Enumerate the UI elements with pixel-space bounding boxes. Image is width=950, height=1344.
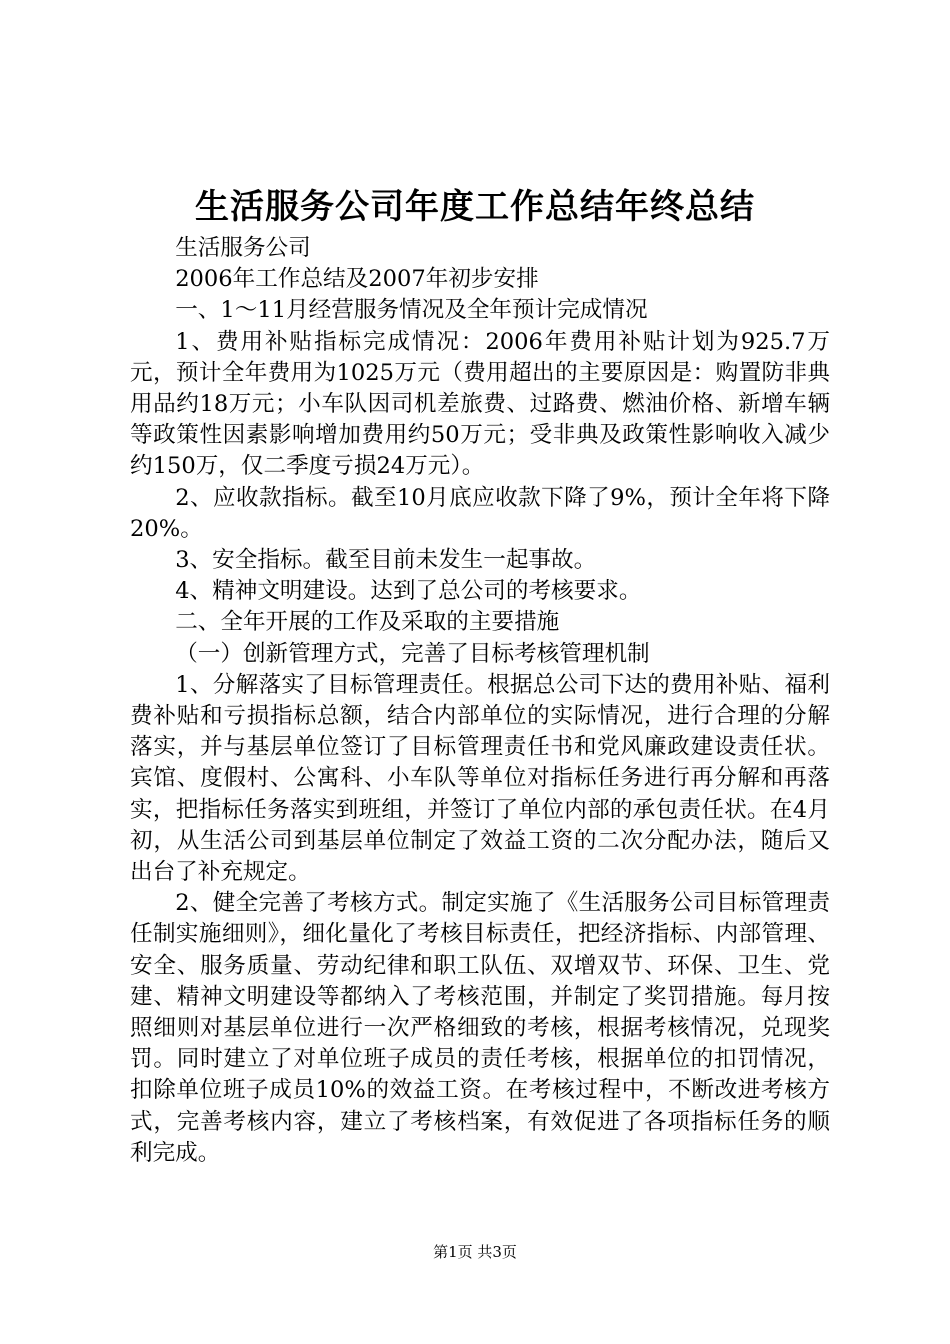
document-title: 生活服务公司年度工作总结年终总结 (195, 187, 755, 227)
paragraph-assessment-method: 2、健全完善了考核方式。制定实施了《生活服务公司目标管理责任制实施细则》，细化量化了考核目标责任，把经济指标、内部管理、安全、服务质量、劳动纪律和职工队伍、双增双节、环保、卫生、党建、精神文明建设等都纳入了考核范围，并制定了奖罚措施。每月按照细则对基层单位进行一次严格细致的考核，根据考核情况，兑现奖罚。同时建立了对单位班子成员的责任考核，根据单位的扣罚情况，扣除单位班子成员10%的效益工资。在考核过程中，不断改进考核方式，完善考核内容，建立了考核档案，有效促进了各项指标任务的顺利完成。 (130, 890, 830, 1166)
paragraph-safety: 3、安全指标。截至目前未发生一起事故。 (175, 547, 597, 574)
page-number-footer: 第1页 共3页 (433, 1243, 517, 1261)
subsection-heading-1: （一）创新管理方式，完善了目标考核管理机制 (175, 640, 650, 667)
section-heading-1: 一、1～11月经营服务情况及全年预计完成情况 (175, 297, 648, 324)
paragraph-receivables: 2、应收款指标。截至10月底应收款下降了9%，预计全年将下降20%。 (130, 484, 830, 542)
paragraph-company-name: 生活服务公司 (175, 235, 311, 261)
paragraph-target-responsibility: 1、分解落实了目标管理责任。根据总公司下达的费用补贴、福利费补贴和亏损指标总额，结合内部单位的实际情况，进行合理的分解落实，并与基层单位签订了目标管理责任书和党风廉政建设责任状。宾馆、度假村、公寓科、小车队等单位对指标任务进行再分解和再落实，把指标任务落实到班组，并签订了单位内部的承包责任状。在4月初，从生活公司到基层单位制定了效益工资的二次分配办法，随后又出台了补充规定。 (130, 671, 830, 886)
paragraph-spiritual-civilization: 4、精神文明建设。达到了总公司的考核要求。 (175, 578, 642, 605)
document-body (130, 233, 830, 1169)
paragraph-expense-subsidy: 1、费用补贴指标完成情况：2006年费用补贴计划为925.7万元，预计全年费用为1025万元（费用超出的主要原因是：购置防非典用品约18万元；小车队因司机差旅费、过路费、燃油价格、新增车辆等政策性因素影响增加费用约50万元；受非典及政策性影响收入减少约150万，仅二季度亏损24万元）。 (130, 328, 830, 480)
section-heading-2: 二、全年开展的工作及采取的主要措施 (175, 609, 560, 636)
paragraph-subtitle: 2006年工作总结及2007年初步安排 (175, 266, 539, 293)
